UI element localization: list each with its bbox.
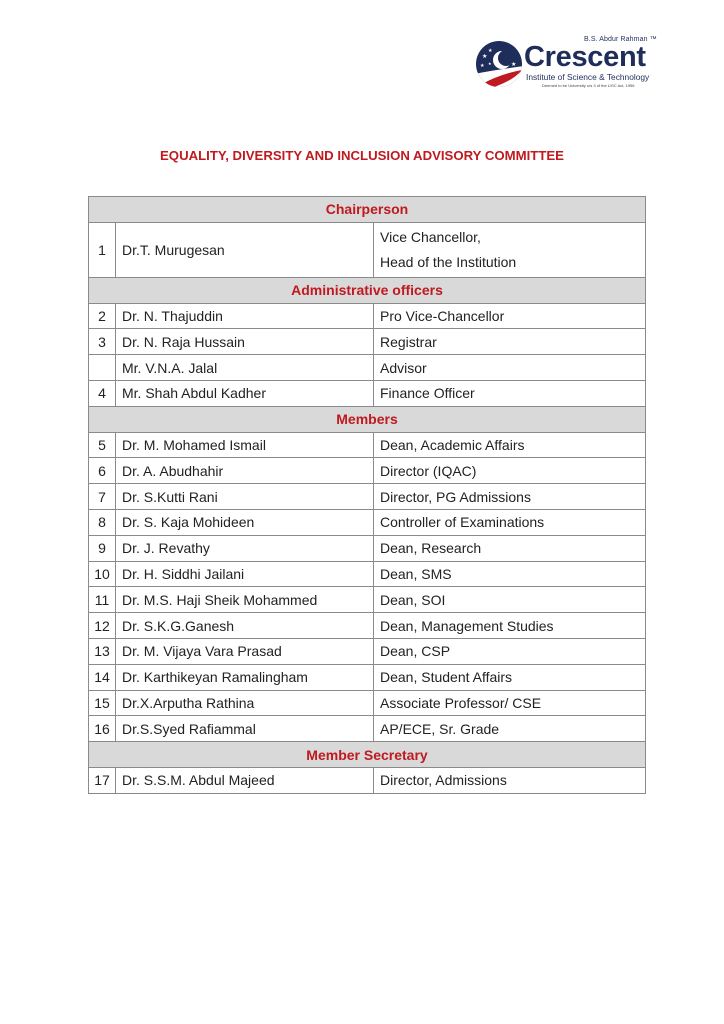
row-number: 9	[89, 535, 116, 561]
row-number: 15	[89, 690, 116, 716]
member-name: Mr. Shah Abdul Kadher	[116, 380, 374, 406]
member-name: Dr. S.K.G.Ganesh	[116, 613, 374, 639]
section-header-row	[89, 742, 646, 768]
member-role: Advisor	[374, 355, 646, 381]
logo-name: Crescent	[524, 41, 646, 73]
member-name: Dr. M. Vijaya Vara Prasad	[116, 638, 374, 664]
member-name: Dr. J. Revathy	[116, 535, 374, 561]
member-name: Dr. S.S.M. Abdul Majeed	[116, 767, 374, 793]
row-number: 2	[89, 303, 116, 329]
table-row	[89, 664, 646, 690]
row-number: 12	[89, 613, 116, 639]
section-heading: Member Secretary	[89, 742, 646, 768]
logo-superscript: B.S. Abdur Rahman ™	[584, 36, 657, 43]
table-row	[89, 355, 646, 381]
member-role: Dean, SMS	[374, 561, 646, 587]
committee-table	[88, 196, 646, 794]
member-name: Dr.X.Arputha Rathina	[116, 690, 374, 716]
member-name: Dr. M. Mohamed Ismail	[116, 432, 374, 458]
crescent-moon-emblem-icon	[474, 40, 524, 90]
row-number: 14	[89, 664, 116, 690]
member-name: Dr. S.Kutti Rani	[116, 484, 374, 510]
table-row	[89, 716, 646, 742]
table-row	[89, 432, 646, 458]
table-row	[89, 561, 646, 587]
table-row	[89, 303, 646, 329]
svg-text:★: ★	[511, 62, 517, 68]
member-role: Director, Admissions	[374, 767, 646, 793]
section-header-row	[89, 197, 646, 223]
member-role: Pro Vice-Chancellor	[374, 303, 646, 329]
member-role: Director (IQAC)	[374, 458, 646, 484]
row-number: 16	[89, 716, 116, 742]
institution-logo	[472, 36, 672, 92]
table-row	[89, 222, 646, 277]
table-row	[89, 638, 646, 664]
table-row	[89, 329, 646, 355]
table-row	[89, 458, 646, 484]
member-role	[374, 222, 646, 277]
member-role: Dean, Academic Affairs	[374, 432, 646, 458]
member-role: Finance Officer	[374, 380, 646, 406]
member-role: Dean, Management Studies	[374, 613, 646, 639]
svg-text:★: ★	[488, 48, 493, 54]
member-name: Dr. H. Siddhi Jailani	[116, 561, 374, 587]
member-name: Dr.S.Syed Rafiammal	[116, 716, 374, 742]
member-role: Dean, Research	[374, 535, 646, 561]
member-role: AP/ECE, Sr. Grade	[374, 716, 646, 742]
table-row	[89, 613, 646, 639]
row-number: 3	[89, 329, 116, 355]
row-number: 8	[89, 509, 116, 535]
row-number: 13	[89, 638, 116, 664]
table-row	[89, 380, 646, 406]
document-title: EQUALITY, DIVERSITY AND INCLUSION ADVISORY COMMITTEE	[160, 148, 564, 163]
member-name: Dr. N. Thajuddin	[116, 303, 374, 329]
row-number: 17	[89, 767, 116, 793]
section-header-row	[89, 277, 646, 303]
table-row	[89, 690, 646, 716]
member-role: Controller of Examinations	[374, 509, 646, 535]
member-role: Dean, SOI	[374, 587, 646, 613]
role-line: Vice Chancellor,	[380, 228, 481, 245]
table-row	[89, 587, 646, 613]
row-number: 1	[89, 222, 116, 277]
section-heading: Chairperson	[89, 197, 646, 223]
logo-tagline: Deemed to be University u/s 3 of the UGC Act, 1956	[542, 83, 635, 88]
section-heading: Administrative officers	[89, 277, 646, 303]
member-role: Dean, CSP	[374, 638, 646, 664]
member-role: Registrar	[374, 329, 646, 355]
member-name: Dr. N. Raja Hussain	[116, 329, 374, 355]
logo-subtitle: Institute of Science & Technology	[526, 72, 650, 82]
row-number: 5	[89, 432, 116, 458]
row-number: 11	[89, 587, 116, 613]
svg-text:★: ★	[488, 61, 492, 66]
member-name: Dr. Karthikeyan Ramalingham	[116, 664, 374, 690]
row-number: 7	[89, 484, 116, 510]
role-line: Head of the Institution	[380, 253, 517, 270]
section-heading: Members	[89, 406, 646, 432]
svg-text:★: ★	[480, 63, 485, 69]
row-number	[89, 355, 116, 381]
member-name: Dr. S. Kaja Mohideen	[116, 509, 374, 535]
table-row	[89, 509, 646, 535]
member-name: Dr. M.S. Haji Sheik Mohammed	[116, 587, 374, 613]
member-role: Dean, Student Affairs	[374, 664, 646, 690]
svg-text:★: ★	[482, 54, 488, 60]
section-header-row	[89, 406, 646, 432]
row-number: 6	[89, 458, 116, 484]
row-number: 4	[89, 380, 116, 406]
table-row	[89, 535, 646, 561]
member-name: Dr. A. Abudhahir	[116, 458, 374, 484]
row-number: 10	[89, 561, 116, 587]
member-role: Associate Professor/ CSE	[374, 690, 646, 716]
table-row	[89, 484, 646, 510]
member-name: Mr. V.N.A. Jalal	[116, 355, 374, 381]
member-name: Dr.T. Murugesan	[116, 222, 374, 277]
table-row	[89, 767, 646, 793]
member-role: Director, PG Admissions	[374, 484, 646, 510]
